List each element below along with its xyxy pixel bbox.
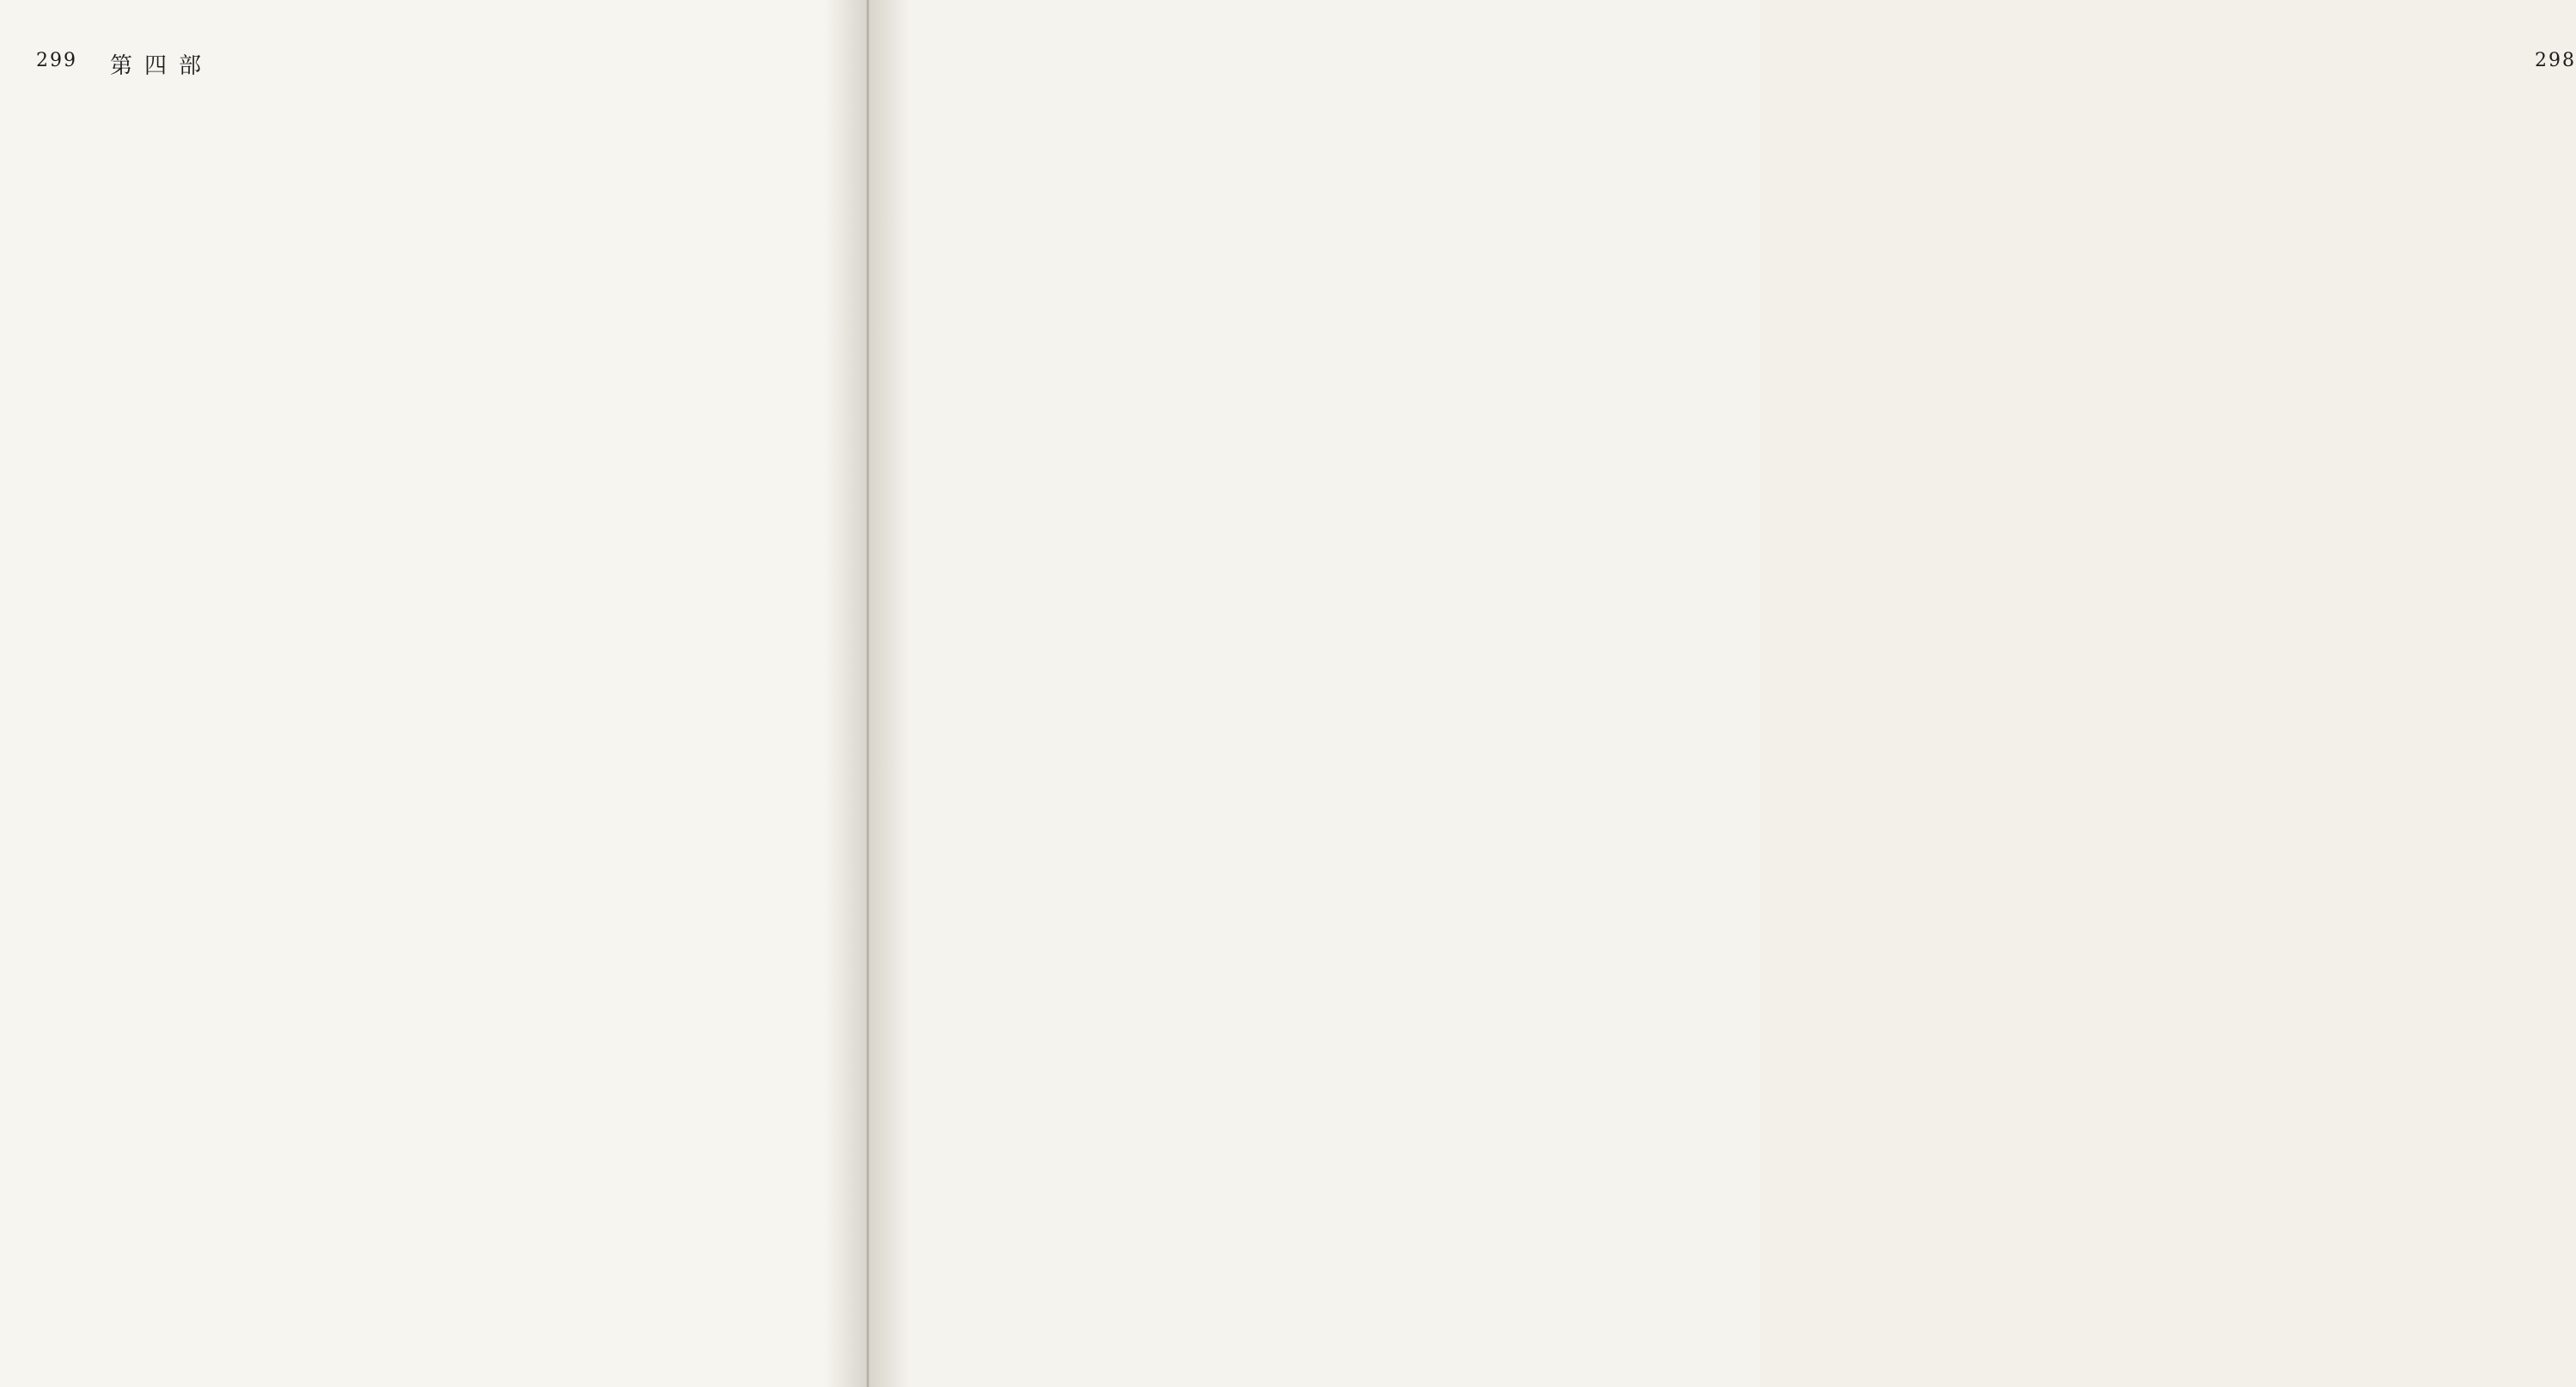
left-page [0,0,876,1387]
part-heading: 第四部 [110,53,214,79]
left-page-number: 299 [36,50,77,71]
right-page-number: 298 [2535,50,2576,71]
right-page [859,0,2576,1387]
book-gutter [825,0,911,1387]
